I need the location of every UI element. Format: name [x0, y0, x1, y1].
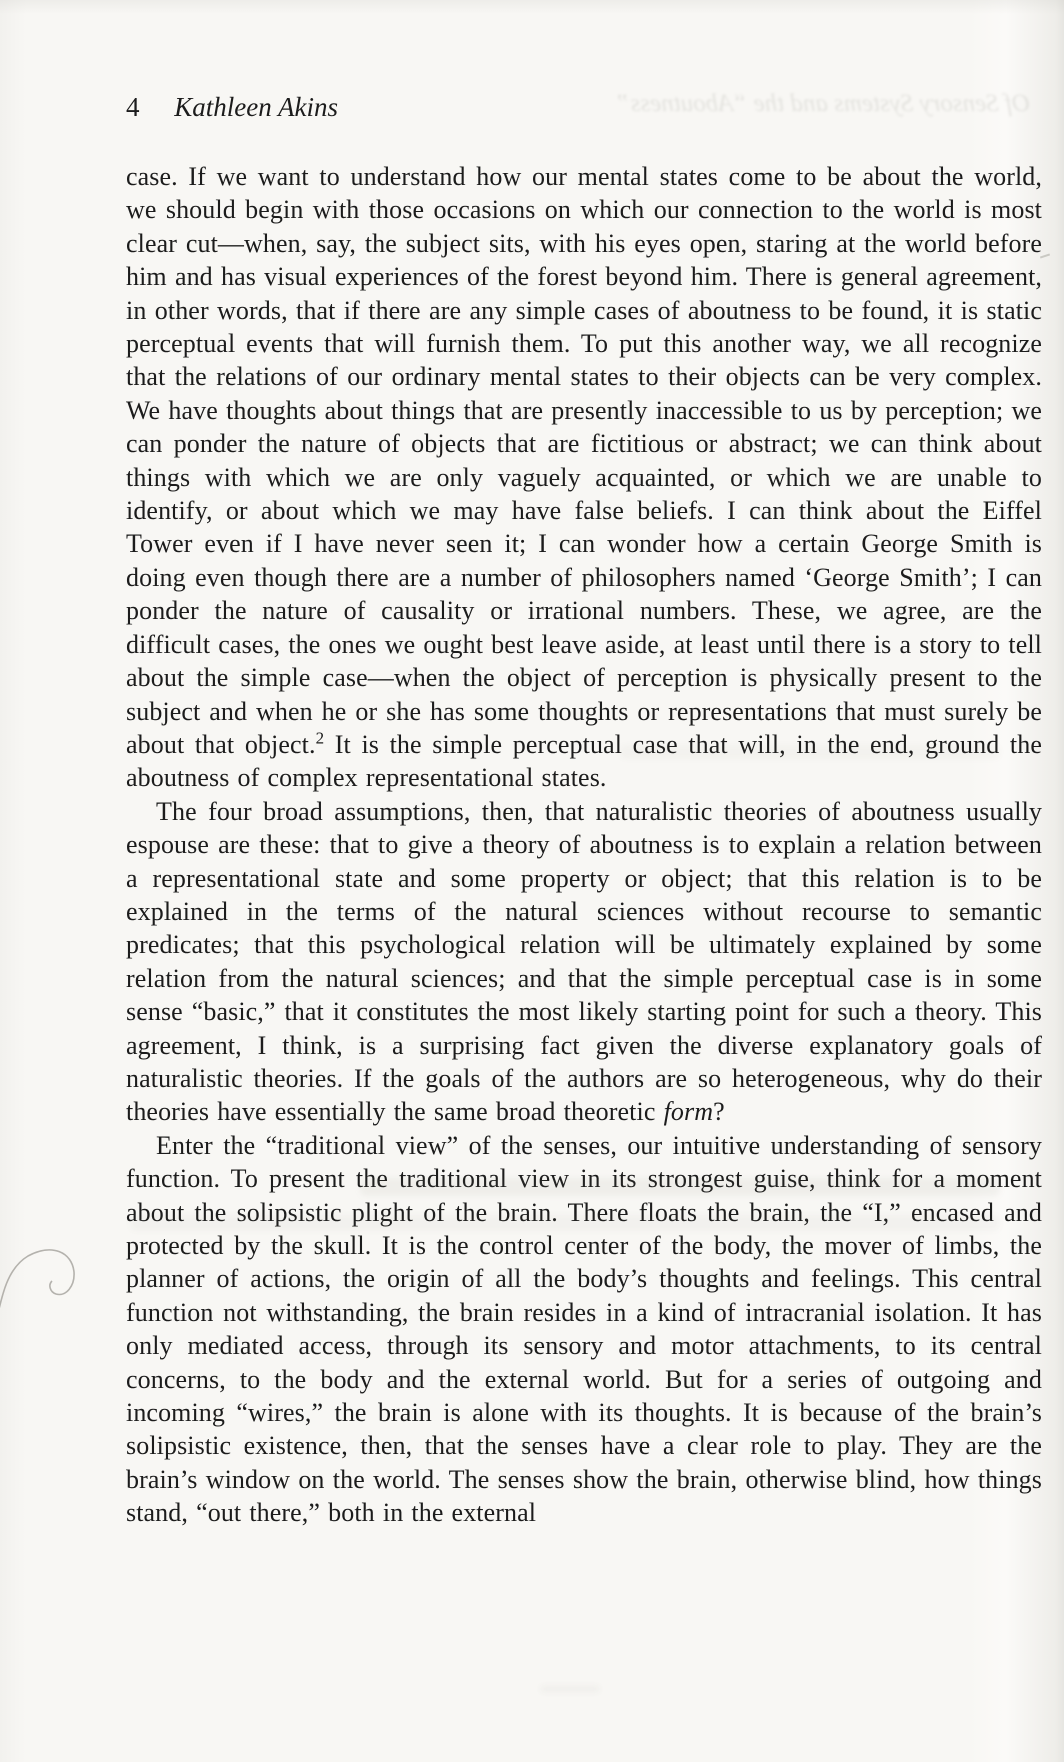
body-paragraph-3 — [126, 1129, 1042, 1530]
body-paragraph-1 — [126, 160, 1042, 795]
page-number: 4 — [126, 92, 140, 122]
footnote-marker: 2 — [315, 728, 325, 748]
paragraph-2-italic-word: form — [663, 1097, 714, 1127]
body-paragraph-2 — [126, 795, 1042, 1129]
showthrough-text: Of Sensory Systems and the “Aboutness” — [616, 90, 1030, 117]
showthrough-smudge — [540, 1685, 600, 1693]
paragraph-2-text-end: ? — [713, 1097, 725, 1127]
running-head-author: Kathleen Akins — [174, 92, 338, 122]
paragraph-1-text: case. If we want to understand how our mental states come to be about the world, we should begin with those occasions on which our connection to the world is most clear cut—when, say, the subject sits, with his eyes open, staring at the world before him and has visual experiences of the forest beyond him. There is general agreement, in other words, that if there are any simple cases of aboutness to be found, it is static perceptual events that will furnish them. To put this another way, we all recognize that the relations of our ordinary mental states to their objects can be very complex. We have thoughts about things that are presently inaccessible to us by perception; we can ponder the nature of objects that are fictitious or abstract; we can think about things with which we are only vaguely acquainted, or which we are unable to identify, or about which we may have false beliefs. I can think about the Eiffel Tower even if I have never seen it; I can wonder how a certain George Smith is doing even though there are a number of philosophers named ‘George Smith’; I can ponder the nature of causality or irrational numbers. These, we agree, are the difficult cases, the ones we ought best leave aside, at least until there is a story to tell about the simple case—when the object of perception is physically present to the subject and when he or she has some thoughts or representations that must surely be about that object. — [126, 162, 1042, 759]
paragraph-2-text: The four broad assumptions, then, that naturalistic theories of aboutness usually espouse are these: that to give a theory of aboutness is to explain a relation between a representational state and some property or object; that this relation is to be explained in the terms of the natural sciences without recourse to semantic predicates; that this psychological relation will be ultimately explained by some relation from the natural sciences; and that the simple perceptual case is in some sense “basic,” that it constitutes the most likely starting point for such a theory. This agreement, I think, is a surprising fact given the diverse explanatory goals of naturalistic theories. If the goals of the authors are so heterogeneous, why do their theories have essentially the same broad theoretic — [126, 796, 1042, 1127]
body-text-block — [126, 160, 1042, 1530]
running-header — [126, 92, 1041, 122]
paragraph-3-text: Enter the “traditional view” of the senses, our intuitive understanding of sensory function. To present the traditional view in its strongest guise, think for a moment about the solipsistic plight of the brain. There floats the brain, the “I,” encased and protected by the skull. It is the control center of the body, the mover of limbs, the planner of actions, the origin of all the body’s thoughts and feelings. This central function not withstanding, the brain resides in a kind of intracranial isolation. It has only mediated access, through its sensory and motor attachments, to its central concerns, to the body and the external world. But for a series of outgoing and incoming “wires,” the brain is alone with its thoughts. It is because of the brain’s solipsistic existence, then, that the senses have a clear role to play. They are the brain’s window on the world. The senses show the brain, otherwise blind, how things stand, “out there,” both in the external — [126, 1130, 1042, 1528]
paragraph-1-text-continued: It is the simple perceptual case that will, in the end, ground the aboutness of complex representational states. — [126, 729, 1042, 793]
